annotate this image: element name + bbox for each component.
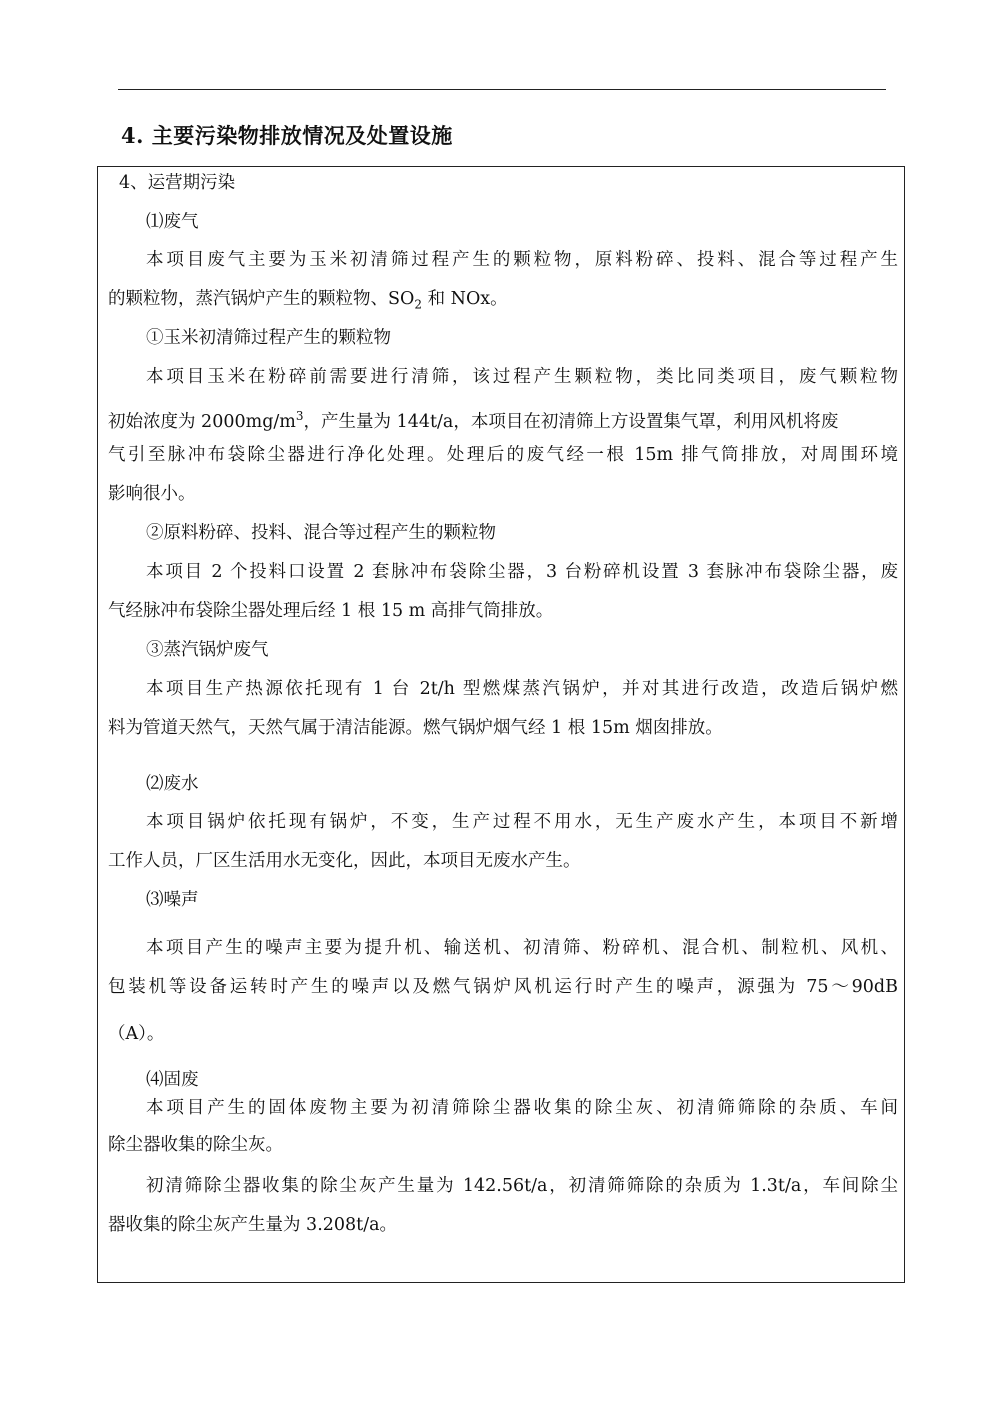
top-rule [118,89,886,90]
paragraph-line: 包装机等设备运转时产生的噪声以及燃气锅炉风机运行时产生的噪声，源强为 75～90dB [108,977,898,997]
paragraph-line: 除尘器收集的除尘灰。 [108,1135,283,1155]
noise-title: ⑶噪声 [146,890,199,910]
solid-waste-title: ⑷固废 [146,1070,199,1090]
paragraph-line: 本项目产生的噪声主要为提升机、输送机、初清筛、粉碎机、混合机、制粒机、风机、 [146,938,898,958]
paragraph-line [108,286,508,318]
heading: 4、运营期污染 [119,173,236,193]
text-run: 的颗粒物，蒸汽锅炉产生的颗粒物、SO [108,289,415,309]
paragraph-line: （A）。 [108,1024,165,1044]
section-title: 4. 主要污染物排放情况及处置设施 [121,123,453,148]
subscript: 2 [414,297,422,312]
paragraph-line: 本项目 2 个投料口设置 2 套脉冲布袋除尘器，3 台粉碎机设置 3 套脉冲布袋除尘器，废 [146,562,898,582]
paragraph-line: 工作人员，厂区生活用水无变化，因此，本项目无废水产生。 [108,851,581,871]
paragraph-line [108,403,838,435]
paragraph-line: 本项目生产热源依托现有 1 台 2t/h 型燃煤蒸汽锅炉，并对其进行改造，改造后锅炉燃 [146,679,898,699]
waste-water-title: ⑵废水 [146,774,199,794]
paragraph-line: 本项目玉米在粉碎前需要进行清筛，该过程产生颗粒物，类比同类项目，废气颗粒物 [146,367,898,387]
paragraph-line: 初清筛除尘器收集的除尘灰产生量为 142.56t/a，初清筛筛除的杂质为 1.3t/a，车间除尘 [146,1176,898,1196]
paragraph-line: 本项目废气主要为玉米初清筛过程产生的颗粒物，原料粉碎、投料、混合等过程产生 [146,250,898,270]
paragraph-line: 本项目产生的固体废物主要为初清筛除尘器收集的除尘灰、初清筛筛除的杂质、车间 [146,1098,898,1118]
item2-title: ②原料粉碎、投料、混合等过程产生的颗粒物 [146,523,496,543]
paragraph-line: 料为管道天然气，天然气属于清洁能源。燃气锅炉烟气经 1 根 15m 烟囱排放。 [108,718,723,738]
superscript: 3 [295,409,304,423]
text-run: ，产生量为 144t/a，本项目在初清筛上方设置集气罩，利用风机将废 [303,411,839,432]
paragraph-line: 本项目锅炉依托现有锅炉，不变，生产过程不用水，无生产废水产生，本项目不新增 [146,812,898,832]
paragraph-line: 器收集的除尘灰产生量为 3.208t/a。 [108,1215,398,1235]
paragraph-line: 气引至脉冲布袋除尘器进行净化处理。处理后的废气经一根 15m 排气筒排放，对周围环境 [108,445,898,465]
paragraph-line: 气经脉冲布袋除尘器处理后经 1 根 15 m 高排气筒排放。 [108,601,554,621]
waste-gas-title: ⑴废气 [146,212,199,232]
paragraph-line: 影响很小。 [108,484,196,504]
item1-title: ①玉米初清筛过程产生的颗粒物 [146,328,391,348]
text-run: 初始浓度为 2000mg/m [108,411,296,432]
item3-title: ③蒸汽锅炉废气 [146,640,269,660]
text-run: 和 NOx。 [427,289,508,309]
